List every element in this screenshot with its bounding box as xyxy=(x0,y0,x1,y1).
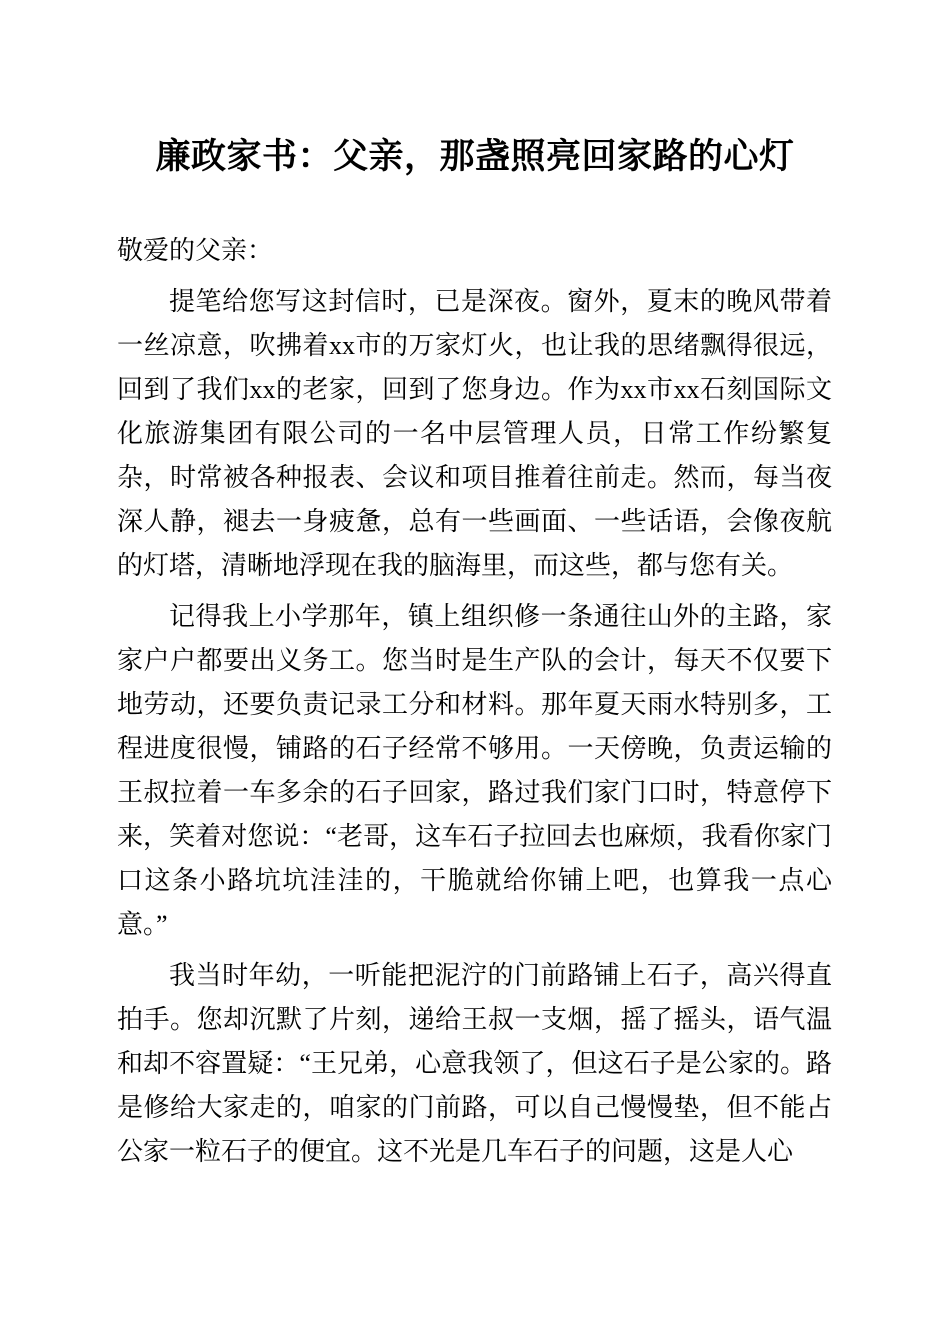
paragraph-2: 记得我上小学那年，镇上组织修一条通往山外的主路，家家户户都要出义务工。您当时是生产队的会计，每天不仅要下地劳动，还要负责记录工分和材料。那年夏天雨水特别多，工程进度很慢，铺路的石子经常不够用。一天傍晚，负责运输的王叔拉着一车多余的石子回家，路过我们家门口时，特意停下来，笑着对您说：“老哥，这车石子拉回去也麻烦，我看你家门口这条小路坑坑洼洼的，干脆就给你铺上吧，也算我一点心意。” xyxy=(117,602,832,939)
paragraph-1: 提笔给您写这封信时，已是深夜。窗外，夏末的晚风带着一丝凉意，吹拂着xx市的万家灯火，也让我的思绪飘得很远，回到了我们xx的老家，回到了您身边。作为xx市xx石刻国际文化旅游集团有限公司的一名中层管理人员，日常工作纷繁复杂，时常被各种报表、会议和项目推着往前走。然而，每当夜深人静，褪去一身疲惫，总有一些画面、一些话语，会像夜航的灯塔，清晰地浮现在我的脑海里，而这些，都与您有关。 xyxy=(117,287,832,580)
document-title: 廉政家书：父亲，那盏照亮回家路的心灯 xyxy=(155,137,795,176)
document-body xyxy=(117,229,832,1174)
salutation: 敬爱的父亲： xyxy=(117,236,274,265)
paragraph-3: 我当时年幼，一听能把泥泞的门前路铺上石子，高兴得直拍手。您却沉默了片刻，递给王叔一支烟，摇了摇头，语气温和却不容置疑：“王兄弟，心意我领了，但这石子是公家的。路是修给大家走的，咱家的门前路，可以自己慢慢垫，但不能占公家一粒石子的便宜。这不光是几车石子的问题，这是人心 xyxy=(117,961,832,1166)
